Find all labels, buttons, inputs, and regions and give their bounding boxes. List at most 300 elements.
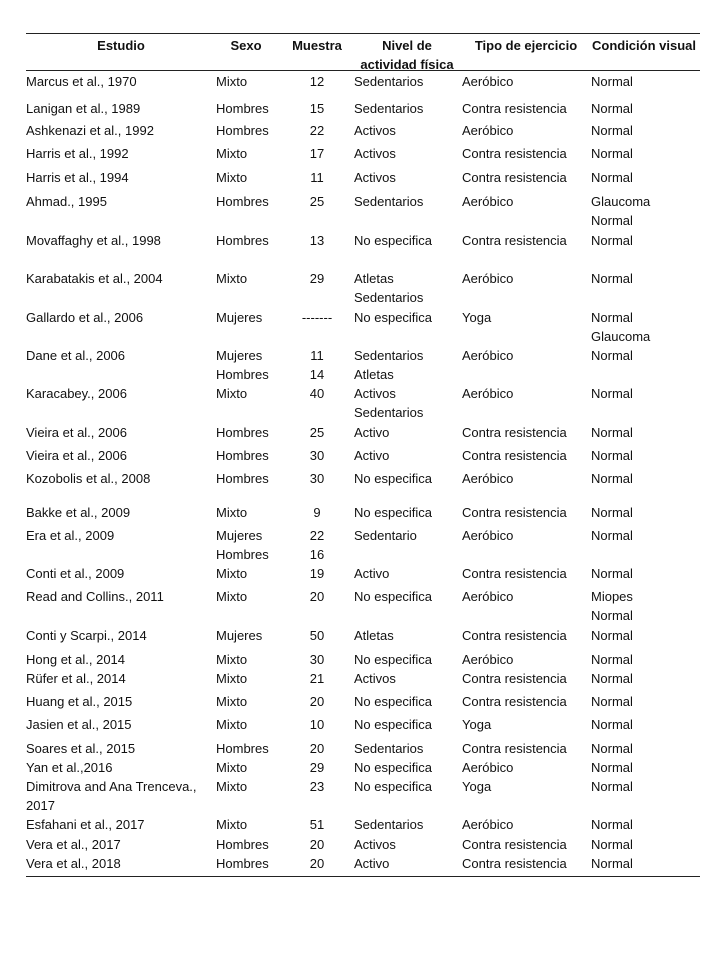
cell-tipo bbox=[462, 715, 491, 734]
cell-estudio bbox=[26, 446, 127, 465]
cell-tipo bbox=[462, 346, 513, 365]
cell-sexo bbox=[216, 758, 247, 777]
cell-sexo bbox=[216, 346, 269, 384]
cell-muestra bbox=[292, 469, 342, 488]
cell-line: No especifica bbox=[354, 760, 433, 775]
cell-estudio bbox=[26, 99, 140, 118]
cell-line: Normal bbox=[591, 717, 633, 732]
cell-line: Vieira et al., 2006 bbox=[26, 425, 127, 440]
cell-line: Mujeres bbox=[216, 310, 263, 325]
cell-muestra bbox=[292, 446, 342, 465]
cell-sexo bbox=[216, 99, 269, 118]
cell-line: Sedentarios bbox=[354, 817, 424, 832]
cell-line: Contra resistencia bbox=[462, 448, 567, 463]
cell-line: Mixto bbox=[216, 694, 248, 709]
cell-line: 11 bbox=[310, 170, 324, 185]
cell-line: Activos bbox=[354, 671, 396, 686]
cell-sexo bbox=[216, 469, 269, 488]
cell-muestra bbox=[292, 715, 342, 734]
cell-nivel bbox=[354, 423, 389, 442]
cell-line: Activos bbox=[354, 123, 396, 138]
cell-line: Mixto bbox=[216, 566, 248, 581]
cell-condicion bbox=[591, 423, 633, 442]
cell-line: Normal bbox=[591, 566, 633, 581]
cell-nivel bbox=[354, 99, 423, 118]
cell-tipo bbox=[462, 777, 491, 796]
cell-condicion bbox=[591, 99, 633, 118]
cell-sexo bbox=[216, 192, 269, 211]
cell-estudio bbox=[26, 144, 129, 163]
cell-line: 51 bbox=[309, 817, 325, 832]
cell-line: Lanigan et al., 1989 bbox=[26, 101, 141, 116]
cell-condicion bbox=[591, 835, 633, 854]
cell-line: Glaucoma bbox=[591, 329, 651, 344]
cell-line: Aeróbico bbox=[462, 652, 514, 667]
cell-line: Sedentarios bbox=[354, 348, 424, 363]
cell-line: Atletas bbox=[354, 628, 394, 643]
cell-line: Hombres bbox=[216, 194, 269, 209]
cell-muestra bbox=[292, 144, 342, 163]
cell-nivel bbox=[354, 815, 423, 834]
cell-line: Contra resistencia bbox=[462, 694, 567, 709]
cell-line: Normal bbox=[591, 170, 633, 185]
cell-line: 9 bbox=[313, 505, 321, 520]
cell-line: Vieira et al., 2006 bbox=[26, 448, 127, 463]
cell-estudio bbox=[26, 669, 126, 688]
cell-line: Aeróbico bbox=[462, 348, 514, 363]
cell-line: No especifica bbox=[354, 233, 433, 248]
cell-line: Hombres bbox=[216, 547, 269, 562]
cell-estudio bbox=[26, 423, 127, 442]
cell-nivel bbox=[354, 121, 396, 140]
cell-line: Normal bbox=[591, 628, 633, 643]
cell-line: Contra resistencia bbox=[462, 837, 567, 852]
cell-sexo bbox=[216, 446, 269, 465]
cell-line: Normal bbox=[591, 528, 633, 543]
cell-nivel bbox=[354, 650, 432, 669]
cell-line: Aeróbico bbox=[462, 74, 514, 89]
cell-line: Contra resistencia bbox=[462, 233, 567, 248]
cell-condicion bbox=[591, 384, 633, 403]
cell-muestra bbox=[292, 231, 342, 250]
cell-line: Normal bbox=[591, 425, 633, 440]
cell-muestra bbox=[292, 99, 342, 118]
cell-sexo bbox=[216, 854, 269, 873]
cell-line: 29 bbox=[309, 271, 325, 286]
cell-estudio bbox=[26, 815, 145, 834]
cell-line: Hombres bbox=[216, 856, 269, 871]
cell-line: Sedentario bbox=[354, 528, 417, 543]
cell-line: Normal bbox=[591, 694, 633, 709]
table-bottom-rule bbox=[26, 876, 700, 877]
cell-line: 25 bbox=[309, 194, 325, 209]
cell-sexo bbox=[216, 526, 269, 564]
cell-line: Activos bbox=[354, 386, 396, 401]
cell-nivel bbox=[354, 144, 396, 163]
cell-line: Aeróbico bbox=[462, 528, 514, 543]
header-muestra: Muestra bbox=[292, 38, 342, 53]
cell-line: Hombres bbox=[216, 367, 269, 382]
cell-line: No especifica bbox=[354, 310, 433, 325]
cell-muestra bbox=[292, 626, 342, 645]
cell-line: Sedentarios bbox=[354, 405, 424, 420]
cell-muestra bbox=[292, 854, 342, 873]
cell-sexo bbox=[216, 308, 262, 327]
cell-line: Harris et al., 1994 bbox=[26, 170, 129, 185]
cell-tipo bbox=[462, 503, 567, 522]
cell-line: Mixto bbox=[216, 760, 248, 775]
cell-sexo bbox=[216, 564, 247, 583]
cell-line: Normal bbox=[591, 608, 633, 623]
cell-sexo bbox=[216, 626, 262, 645]
cell-tipo bbox=[462, 72, 513, 91]
cell-line: Sedentarios bbox=[354, 290, 424, 305]
cell-line: Movaffaghy et al., 1998 bbox=[26, 233, 161, 248]
cell-estudio bbox=[26, 384, 127, 403]
cell-muestra bbox=[292, 121, 342, 140]
cell-muestra bbox=[292, 269, 342, 288]
cell-nivel bbox=[354, 168, 396, 187]
cell-line: Huang et al., 2015 bbox=[26, 694, 133, 709]
cell-estudio bbox=[26, 835, 121, 854]
cell-line: Aeróbico bbox=[462, 471, 514, 486]
cell-line: Normal bbox=[591, 837, 633, 852]
cell-line: Normal bbox=[591, 760, 633, 775]
cell-line: Conti et al., 2009 bbox=[26, 566, 125, 581]
cell-line: Vera et al., 2018 bbox=[26, 856, 121, 871]
cell-tipo bbox=[462, 269, 513, 288]
cell-line: Read and Collins., 2011 bbox=[26, 589, 164, 604]
cell-tipo bbox=[462, 192, 513, 211]
cell-sexo bbox=[216, 650, 247, 669]
cell-nivel bbox=[354, 269, 423, 307]
cell-line: Contra resistencia bbox=[462, 741, 567, 756]
cell-nivel bbox=[354, 564, 389, 583]
cell-estudio bbox=[26, 626, 147, 645]
cell-muestra bbox=[292, 308, 342, 327]
cell-nivel bbox=[354, 854, 389, 873]
cell-line: No especifica bbox=[354, 652, 433, 667]
cell-nivel bbox=[354, 835, 396, 854]
cell-line: Normal bbox=[591, 448, 633, 463]
cell-sexo bbox=[216, 269, 247, 288]
cell-line: Dane et al., 2006 bbox=[26, 348, 126, 363]
cell-sexo bbox=[216, 715, 247, 734]
cell-line: 12 bbox=[309, 74, 325, 89]
cell-sexo bbox=[216, 669, 247, 688]
cell-nivel bbox=[354, 308, 432, 327]
cell-condicion bbox=[591, 739, 633, 758]
cell-line: 20 bbox=[309, 589, 325, 604]
cell-line: Mixto bbox=[216, 779, 248, 794]
cell-line: 20 bbox=[309, 856, 325, 871]
cell-tipo bbox=[462, 835, 567, 854]
cell-muestra bbox=[292, 777, 342, 796]
cell-line: Normal bbox=[591, 471, 633, 486]
cell-line: Contra resistencia bbox=[462, 628, 567, 643]
cell-muestra bbox=[292, 739, 342, 758]
cell-nivel bbox=[354, 231, 432, 250]
cell-line: Activo bbox=[354, 566, 390, 581]
cell-line: Era et al., 2009 bbox=[26, 528, 115, 543]
cell-line: Hombres bbox=[216, 448, 269, 463]
cell-tipo bbox=[462, 168, 567, 187]
cell-line: Aeróbico bbox=[462, 760, 514, 775]
cell-line: Normal bbox=[591, 671, 633, 686]
cell-estudio bbox=[26, 854, 121, 873]
cell-muestra bbox=[292, 423, 342, 442]
cell-condicion bbox=[591, 469, 633, 488]
cell-line: 17 bbox=[309, 146, 325, 161]
cell-condicion bbox=[591, 446, 633, 465]
cell-nivel bbox=[354, 739, 423, 758]
cell-line: 10 bbox=[309, 717, 325, 732]
cell-sexo bbox=[216, 587, 247, 606]
cell-muestra bbox=[292, 758, 342, 777]
cell-tipo bbox=[462, 231, 567, 250]
cell-line: 40 bbox=[309, 386, 325, 401]
cell-line: Mixto bbox=[216, 271, 248, 286]
cell-estudio bbox=[26, 739, 135, 758]
cell-line: Esfahani et al., 2017 bbox=[26, 817, 145, 832]
cell-line: Mixto bbox=[216, 717, 248, 732]
cell-tipo bbox=[462, 526, 513, 545]
cell-line: Normal bbox=[591, 74, 633, 89]
cell-tipo bbox=[462, 99, 567, 118]
cell-sexo bbox=[216, 739, 269, 758]
cell-condicion bbox=[591, 503, 633, 522]
cell-line: Contra resistencia bbox=[462, 856, 567, 871]
cell-line: Contra resistencia bbox=[462, 671, 567, 686]
cell-condicion bbox=[591, 650, 633, 669]
cell-line: No especifica bbox=[354, 694, 433, 709]
cell-line: Contra resistencia bbox=[462, 101, 567, 116]
cell-line: Sedentarios bbox=[354, 741, 424, 756]
cell-estudio bbox=[26, 269, 163, 288]
cell-line: Contra resistencia bbox=[462, 425, 567, 440]
cell-estudio bbox=[26, 564, 124, 583]
cell-line: Mixto bbox=[216, 505, 248, 520]
table-top-rule bbox=[26, 33, 700, 34]
cell-condicion bbox=[591, 777, 633, 796]
cell-tipo bbox=[462, 739, 567, 758]
cell-line: Kozobolis et al., 2008 bbox=[26, 471, 151, 486]
cell-line: 13 bbox=[309, 233, 325, 248]
header-rule bbox=[26, 70, 700, 71]
cell-line: Hombres bbox=[216, 123, 269, 138]
cell-line: Karacabey., 2006 bbox=[26, 386, 127, 401]
header-estudio: Estudio bbox=[97, 38, 145, 53]
cell-estudio bbox=[26, 192, 107, 211]
cell-nivel bbox=[354, 192, 423, 211]
cell-line: Aeróbico bbox=[462, 123, 514, 138]
cell-line: No especifica bbox=[354, 779, 433, 794]
cell-tipo bbox=[462, 469, 513, 488]
cell-nivel bbox=[354, 777, 432, 796]
cell-tipo bbox=[462, 308, 491, 327]
cell-nivel bbox=[354, 526, 417, 545]
cell-line: Normal bbox=[591, 123, 633, 138]
cell-tipo bbox=[462, 423, 567, 442]
cell-estudio bbox=[26, 168, 129, 187]
cell-line: Normal bbox=[591, 779, 633, 794]
header-condicion: Condición visual bbox=[591, 38, 696, 53]
cell-line: Hong et al., 2014 bbox=[26, 652, 126, 667]
cell-line: Contra resistencia bbox=[462, 170, 567, 185]
cell-line: Contra resistencia bbox=[462, 566, 567, 581]
cell-line: Ahmad., 1995 bbox=[26, 194, 107, 209]
cell-muestra bbox=[292, 192, 342, 211]
cell-line: 23 bbox=[309, 779, 325, 794]
cell-muestra bbox=[292, 692, 342, 711]
cell-line: Hombres bbox=[216, 101, 269, 116]
cell-line: Ashkenazi et al., 1992 bbox=[26, 123, 154, 138]
cell-line: Activo bbox=[354, 856, 390, 871]
cell-condicion bbox=[591, 144, 633, 163]
cell-line: 16 bbox=[309, 547, 325, 562]
cell-line: Activo bbox=[354, 448, 390, 463]
cell-condicion bbox=[591, 231, 633, 250]
cell-nivel bbox=[354, 715, 432, 734]
cell-line: 11 bbox=[310, 348, 324, 363]
cell-line: Conti y Scarpi., 2014 bbox=[26, 628, 147, 643]
cell-line: Mixto bbox=[216, 146, 248, 161]
cell-muestra bbox=[292, 168, 342, 187]
cell-line: Mixto bbox=[216, 74, 248, 89]
header-nivel bbox=[352, 36, 462, 74]
cell-muestra bbox=[292, 384, 342, 403]
cell-line: Normal bbox=[591, 348, 633, 363]
cell-line: Activos bbox=[354, 170, 396, 185]
cell-line: Dimitrova and Ana Trenceva., bbox=[26, 779, 197, 794]
cell-line: Hombres bbox=[216, 233, 269, 248]
cell-nivel bbox=[354, 758, 432, 777]
cell-muestra bbox=[292, 835, 342, 854]
cell-line: Karabatakis et al., 2004 bbox=[26, 271, 163, 286]
cell-sexo bbox=[216, 777, 247, 796]
cell-line: Mixto bbox=[216, 170, 248, 185]
cell-line: Yoga bbox=[462, 310, 492, 325]
cell-estudio bbox=[26, 503, 130, 522]
cell-condicion bbox=[591, 587, 633, 625]
cell-line: Hombres bbox=[216, 425, 269, 440]
cell-sexo bbox=[216, 815, 247, 834]
cell-condicion bbox=[591, 346, 633, 365]
cell-line: Glaucoma bbox=[591, 194, 651, 209]
cell-line: Normal bbox=[591, 856, 633, 871]
cell-line: ------- bbox=[301, 310, 333, 325]
cell-line: No especifica bbox=[354, 471, 433, 486]
cell-estudio bbox=[26, 715, 132, 734]
cell-line: No especifica bbox=[354, 505, 433, 520]
header-sexo: Sexo bbox=[230, 38, 262, 53]
cell-condicion bbox=[591, 308, 650, 346]
cell-condicion bbox=[591, 715, 633, 734]
cell-line: 21 bbox=[309, 671, 325, 686]
cell-line: 25 bbox=[309, 425, 325, 440]
header-tipo: Tipo de ejercicio bbox=[474, 38, 578, 53]
cell-line: Normal bbox=[591, 213, 633, 228]
cell-line: No especifica bbox=[354, 589, 433, 604]
cell-line: Normal bbox=[591, 386, 633, 401]
cell-sexo bbox=[216, 168, 247, 187]
cell-line: Vera et al., 2017 bbox=[26, 837, 121, 852]
cell-estudio bbox=[26, 526, 114, 545]
cell-line: Contra resistencia bbox=[462, 505, 567, 520]
cell-condicion bbox=[591, 815, 633, 834]
cell-condicion bbox=[591, 121, 633, 140]
cell-line: Mujeres bbox=[216, 348, 263, 363]
cell-line: Normal bbox=[591, 817, 633, 832]
cell-line: Mixto bbox=[216, 671, 248, 686]
cell-line: Rüfer et al., 2014 bbox=[26, 671, 126, 686]
cell-condicion bbox=[591, 669, 633, 688]
cell-line: Hombres bbox=[216, 471, 269, 486]
cell-line: 50 bbox=[309, 628, 325, 643]
cell-line: 19 bbox=[309, 566, 325, 581]
cell-estudio bbox=[26, 692, 132, 711]
cell-estudio bbox=[26, 587, 164, 606]
cell-nivel bbox=[354, 669, 396, 688]
cell-line: Aeróbico bbox=[462, 589, 514, 604]
cell-tipo bbox=[462, 669, 567, 688]
cell-tipo bbox=[462, 692, 567, 711]
cell-line: 20 bbox=[309, 741, 325, 756]
cell-condicion bbox=[591, 168, 633, 187]
cell-muestra bbox=[292, 503, 342, 522]
cell-line: Activos bbox=[354, 146, 396, 161]
cell-sexo bbox=[216, 72, 247, 91]
cell-line: Mixto bbox=[216, 386, 248, 401]
cell-condicion bbox=[591, 564, 633, 583]
cell-nivel bbox=[354, 469, 432, 488]
cell-nivel bbox=[354, 384, 423, 422]
cell-estudio bbox=[26, 231, 161, 250]
cell-muestra bbox=[292, 526, 342, 564]
cell-muestra bbox=[292, 72, 342, 91]
cell-line: Sedentarios bbox=[354, 74, 424, 89]
cell-estudio bbox=[26, 650, 125, 669]
cell-line: Miopes bbox=[591, 589, 633, 604]
cell-condicion bbox=[591, 854, 633, 873]
cell-condicion bbox=[591, 269, 633, 288]
cell-sexo bbox=[216, 423, 269, 442]
cell-condicion bbox=[591, 758, 633, 777]
cell-line: 22 bbox=[309, 123, 325, 138]
cell-tipo bbox=[462, 144, 567, 163]
cell-line: Yoga bbox=[462, 779, 492, 794]
cell-muestra bbox=[292, 650, 342, 669]
cell-nivel bbox=[354, 626, 394, 645]
cell-line: Aeróbico bbox=[462, 817, 514, 832]
cell-line: Harris et al., 1992 bbox=[26, 146, 129, 161]
cell-line: Normal bbox=[591, 652, 633, 667]
cell-estudio bbox=[26, 777, 197, 815]
cell-tipo bbox=[462, 758, 513, 777]
cell-muestra bbox=[292, 815, 342, 834]
cell-line: Contra resistencia bbox=[462, 146, 567, 161]
cell-line: Activo bbox=[354, 425, 390, 440]
cell-line: Yan et al.,2016 bbox=[26, 760, 113, 775]
cell-condicion bbox=[591, 692, 633, 711]
cell-line: 30 bbox=[309, 652, 325, 667]
cell-tipo bbox=[462, 121, 513, 140]
cell-tipo bbox=[462, 564, 567, 583]
cell-line: Mixto bbox=[216, 652, 248, 667]
cell-line: Aeróbico bbox=[462, 194, 514, 209]
cell-nivel bbox=[354, 587, 432, 606]
cell-tipo bbox=[462, 587, 513, 606]
